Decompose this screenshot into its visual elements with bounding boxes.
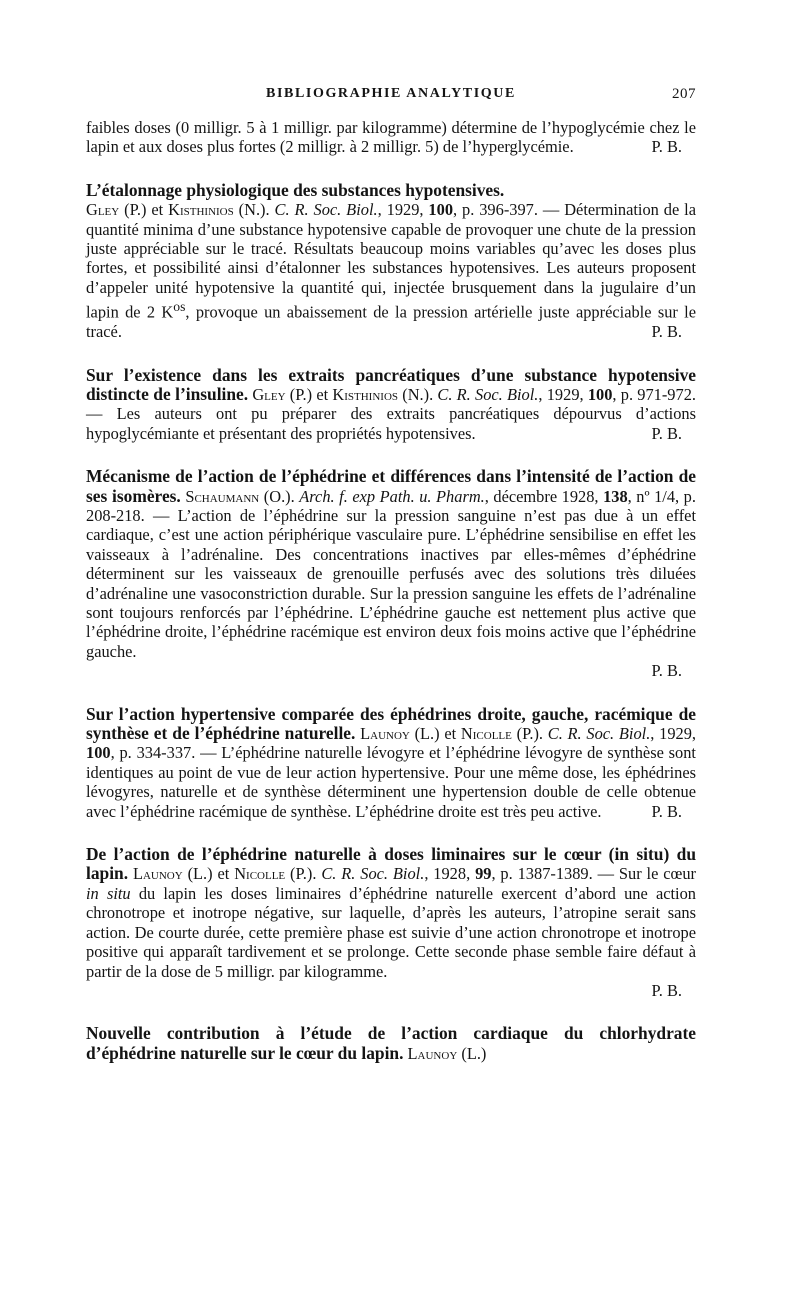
entry-author-initials: (P.). — [285, 864, 322, 884]
entry-author-initials: (P.) et — [119, 200, 169, 220]
entry-volume: 100 — [86, 743, 111, 763]
entry-signature: P. B. — [651, 423, 682, 443]
entry-year: , 1929, — [650, 724, 697, 744]
entry-text: , provoque un abaissement de la pression artérielle juste appréciable sur le tracé. — [86, 302, 697, 342]
entry-author: Schaumann — [185, 486, 260, 506]
entry-body — [86, 118, 696, 157]
entry-author-initials: (L.) — [457, 1043, 487, 1063]
entry-author-initials: (L.) et — [182, 864, 235, 884]
entry-text: Sur le cœur — [618, 864, 697, 884]
entry-body — [86, 181, 696, 342]
entry-author: Launoy — [360, 724, 410, 744]
entry-pages: , p. 334-337. — — [110, 743, 222, 763]
entry-title: L’étalonnage physiologique des substances hypotensives. — [86, 179, 505, 200]
entry-author: Kisthinios — [332, 384, 399, 404]
entry-signature: P. B. — [651, 322, 682, 342]
entry-text: L’action de l’éphédrine sur la pression sanguine n’est pas due à un effet cardiaque, c’est une action périphérique vasculaire pure. L’éphédrine sensibilise en effet les vaisseaux à l’adrénaline. Des concentrations inactives par elles-mêmes d’éphédrine déterminent sur les vaisseaux de grenouille perfusés avec des solutions très diluées d’adrénaline une vasoconstriction durable. Sur la pression sanguine les effets de l’adrénaline sont toujours renforcés par l’éphédrine. L’éphédrine gauche est nettement plus active que l’éphédrine droite, l’éphédrine racémique est environ deux fois moins active que l’éphédrine gauche. — [86, 505, 696, 661]
entry-title: Sur l’existence dans les extraits pancréatiques d’une substance hypotensive distincte de l’insuline. — [86, 364, 696, 404]
entry-text-italic: in situ — [86, 883, 131, 903]
page-header — [86, 84, 696, 108]
entry-body — [86, 705, 696, 821]
entry-title: De l’action de l’éphédrine naturelle à doses liminaires sur le cœur (in situ) du lapin. — [86, 844, 696, 884]
entry-volume: 100 — [587, 384, 613, 404]
entry-body — [86, 467, 696, 661]
entry-body — [86, 1024, 696, 1063]
entry-volume: 138 — [603, 486, 628, 506]
entry-body — [86, 366, 696, 444]
entry-pages: , p. 396-397. — — [453, 200, 565, 220]
entry-author: Nicolle — [460, 724, 512, 744]
entry-title: Mécanisme de l’action de l’éphédrine et différences dans l’intensité de l’action de ses isomères. — [86, 466, 696, 506]
entry-year: , 1929, — [377, 200, 429, 220]
entry-text: faibles doses (0 milligr. 5 à 1 milligr. par kilogramme) détermine de l’hypoglycémie chez le lapin et aux doses plus fortes (2 milligr. à 2 milligr. 5) de l’hyperglycémie. — [86, 118, 696, 157]
page-number: 207 — [672, 86, 696, 102]
bibliography-entry — [86, 845, 696, 1000]
entry-author-initials: (L.) et — [409, 724, 461, 744]
entry-author: Kisthinios — [168, 200, 234, 220]
entry-author: Launoy — [132, 864, 183, 884]
entry-journal: C. R. Soc. Biol. — [547, 724, 651, 744]
entry-signature: P. B. — [651, 980, 682, 1000]
entry-title: Nouvelle contribution à l’étude de l’action cardiaque du chlorhydrate d’éphédrine naturelle sur le cœur du lapin. — [86, 1023, 696, 1063]
entry-journal: C. R. Soc. Biol. — [437, 384, 539, 404]
entry-author-initials: (P.) et — [285, 384, 333, 404]
entry-journal: Arch. f. exp Path. u. Pharm. — [299, 486, 485, 506]
entry-author-initials: (P.). — [511, 724, 548, 744]
entry-volume: 99 — [475, 864, 492, 884]
bibliography-entry — [86, 366, 696, 444]
entry-text-superscript: os — [173, 299, 186, 315]
entry-journal: C. R. Soc. Biol. — [274, 200, 378, 220]
entry-year: , 1929, — [538, 384, 588, 404]
entry-text: L’éphédrine naturelle lévogyre et l’éphédrine lévogyre de synthèse sont identiques au point de vue de leur action hypertensive. Pour une même dose, les éphédrines lévogyres, naturelle et de synthèse déterminent une hypertension double de celle obtenue avec l’éphédrine racémique de synthèse. L’éphédrine droite est très peu active. — [86, 743, 696, 821]
bibliography-entry — [86, 118, 696, 157]
entry-author: Nicolle — [234, 864, 286, 884]
entry-signature: P. B. — [651, 137, 682, 157]
entry-author-initials: (N.). — [398, 384, 438, 404]
entry-author-initials: (O.). — [259, 486, 300, 506]
entry-text: Détermination de la quantité minima d’une substance hypotensive capable de provoquer une chute de la pression juste appréciable sur le tracé. Résultats beaucoup moins variables qu’avec les doses plus fortes, et possibilité ainsi d’étalonner les substances hypotensives. Les auteurs proposent d’appeler unité hypotensive la quantité qui, injectée brusquement dans la jugulaire d’un lapin de 2 K — [86, 200, 697, 322]
entry-journal: C. R. Soc. Biol. — [321, 864, 425, 884]
entry-text: du lapin les doses liminaires d’éphédrine naturelle exercent d’abord une action chronotrope et inotrope négative, sur laquelle, d’après les auteurs, l’atropine serait sans action. De courte durée, cette première phase est suivie d’une action chronotrope et inotrope positive qui apparaît tardivement et se prolonge. Cette seconde phase semble faire défaut à partir de la dose de 5 milligr. par kilogramme. — [86, 883, 696, 981]
entry-pages: , nº 1/4, p. 208-218. — — [86, 486, 696, 525]
entry-signature: P. B. — [651, 801, 682, 821]
entry-author: Gley — [252, 384, 286, 404]
entry-year: , décembre 1928, — [484, 486, 604, 506]
entry-author: Gley — [86, 200, 120, 220]
entry-volume: 100 — [428, 200, 454, 220]
running-title: BIBLIOGRAPHIE ANALYTIQUE — [266, 86, 516, 101]
entry-body — [86, 845, 696, 981]
entry-title: Sur l’action hypertensive comparée des éphédrines droite, gauche, racémique de synthèse et de l’éphédrine naturelle. — [86, 703, 696, 744]
bibliography-content — [86, 118, 696, 1087]
entry-author: Launoy — [407, 1043, 458, 1063]
bibliography-entry — [86, 181, 696, 342]
bibliography-entry — [86, 467, 696, 680]
entry-pages: , p. 1387-1389. — — [491, 864, 619, 884]
entry-text: Les auteurs ont pu préparer des extraits pancréatiques dépourvus d’actions hypoglycémiante et présentant des propriétés hypotensives. — [86, 404, 696, 443]
bibliography-entry — [86, 1024, 696, 1063]
bibliography-entry — [86, 705, 696, 821]
entry-year: , 1928, — [424, 864, 476, 884]
entry-author-initials: (N.). — [233, 200, 275, 220]
entry-pages: , p. 971-972. — — [86, 384, 696, 424]
entry-signature: P. B. — [651, 661, 682, 681]
